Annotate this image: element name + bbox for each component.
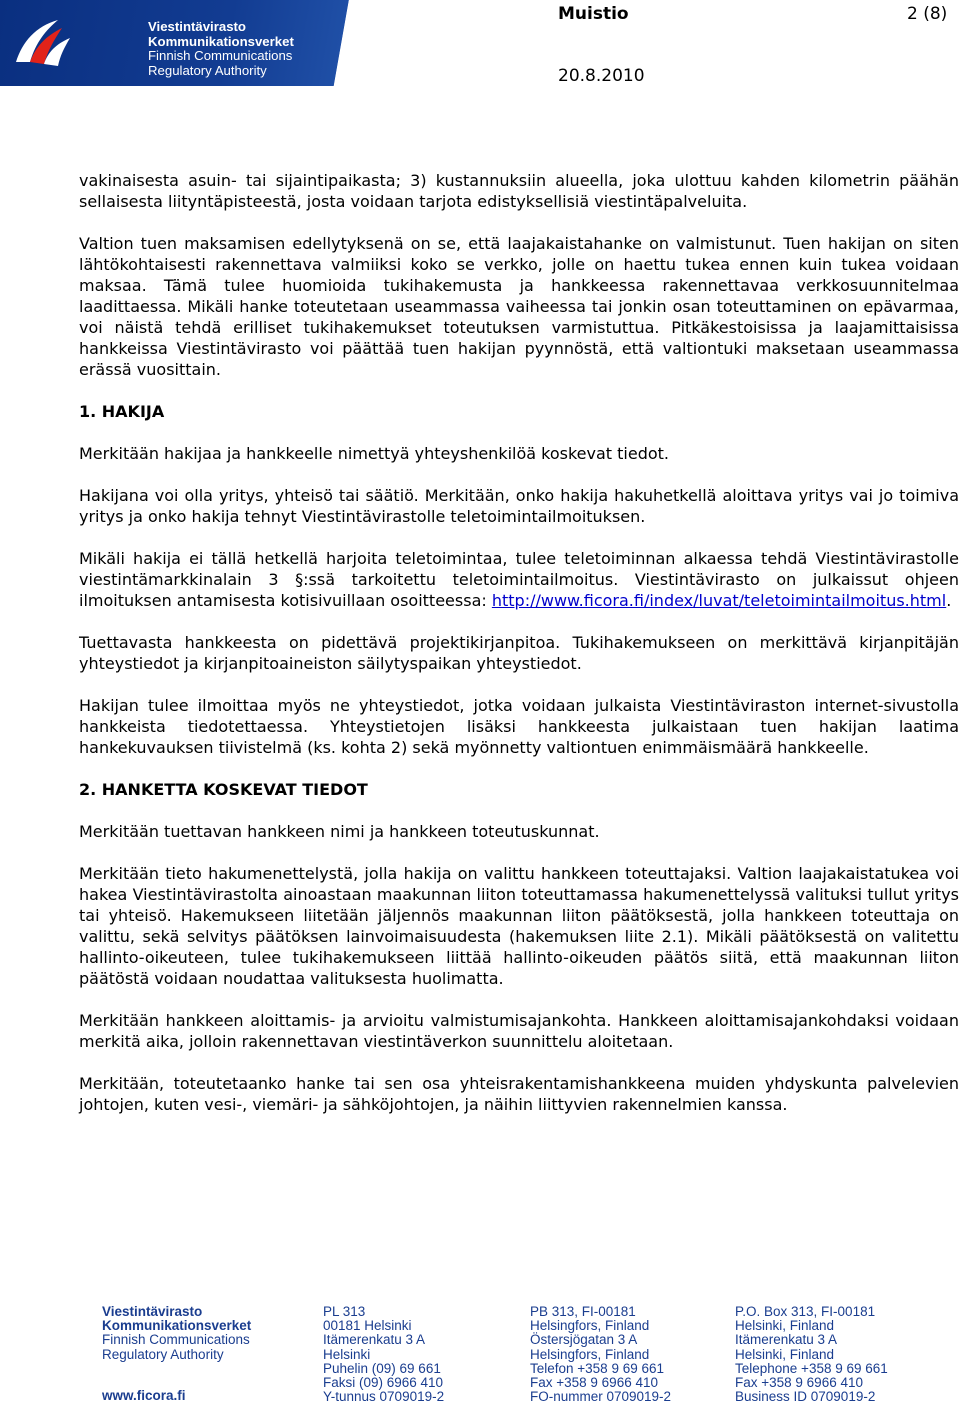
document-date: 20.8.2010 <box>558 66 645 86</box>
footer-line: Helsingfors, Finland <box>530 1346 650 1362</box>
footer-address-fi <box>323 1305 444 1404</box>
footer-line: Y-tunnus 0709019-2 <box>323 1389 445 1405</box>
footer-line: Helsinki, Finland <box>735 1346 835 1362</box>
section-heading: 1. HAKIJA <box>79 402 165 421</box>
paragraph: Hakijan tulee ilmoittaa myös ne yhteystiedot, jotka voidaan julkaista Viestintäviraston internet-sivustolla hankkeista tiedotettaessa. Yhteystietojen lisäksi hankkeesta julkaistaan tuen hakijan laatima hankekuvauksen tiivistelmä (ks. kohta 2) sekä myönnetty valtiontuen enimmäismäärä hankkeelle. <box>79 696 959 757</box>
logo-line: Regulatory Authority <box>148 62 267 78</box>
footer-line: Itämerenkatu 3 A <box>323 1332 426 1348</box>
document-type: Muistio <box>558 4 629 24</box>
footer-line: Helsingfors, Finland <box>530 1318 650 1334</box>
footer-line: Viestintävirasto <box>102 1304 203 1319</box>
footer-line: Fax +358 9 6966 410 <box>530 1375 658 1391</box>
paragraph: Merkitään tieto hakumenettelystä, jolla hakija on valittu hankkeen toteuttajaksi. Valtion laajakaistatukea voi hakea Viestintävirastolta ainoastaan maakunnan liiton toteuttamassa hakumenettelyssä valituksi tullut yritys tai yhteisö. Hakemukseen liitetään jäljennös maakunnan liiton päätöksestä, jolla hankkeen toteuttaja on valittu, sekä selvitys päätöksen lainvoimaisuudesta (hakemuksen liite 2.1). Mikäli päätöksestä on valitettu hallinto-oikeuteen, tulee tukihakemukseen liittää hallinto-oikeuden päätös siitä, että maakunnan liiton päätöstä voidaan noudattaa valituksesta huolimatta. <box>79 864 959 988</box>
logo-line: Viestintävirasto <box>148 19 246 34</box>
footer-line: Faksi (09) 6966 410 <box>323 1375 444 1391</box>
footer-line: Fax +358 9 6966 410 <box>735 1375 863 1391</box>
footer-line: 00181 Helsinki <box>323 1318 412 1334</box>
footer-line: Regulatory Authority <box>102 1346 224 1362</box>
footer-website[interactable]: www.ficora.fi <box>102 1388 186 1403</box>
footer-address-en <box>735 1305 888 1404</box>
logo-wordmark <box>148 20 294 78</box>
paragraph: Merkitään hakijaa ja hankkeelle nimettyä yhteyshenkilöä koskevat tiedot. <box>79 444 670 463</box>
footer-line: Puhelin (09) 69 661 <box>323 1360 441 1376</box>
paragraph: Merkitään, toteutetaanko hanke tai sen osa yhteisrakentamishankkeena muiden yhdyskunta palvelevien johtojen, kuten vesi-, viemäri- ja sähköjohtojen, ja näihin liittyvien rakennelmien kanssa. <box>79 1074 959 1114</box>
agency-logo <box>0 0 410 86</box>
footer-line: Helsinki <box>323 1346 371 1362</box>
page-footer <box>0 1305 960 1410</box>
footer-line: Business ID 0709019-2 <box>735 1389 876 1405</box>
agency-emblem-icon <box>12 12 74 74</box>
paragraph <box>79 548 959 611</box>
paragraph-end: . <box>946 591 952 610</box>
document-body <box>79 170 959 1136</box>
footer-line: Kommunikationsverket <box>102 1318 252 1334</box>
footer-address-sv <box>530 1305 671 1404</box>
footer-line: PL 313 <box>323 1304 366 1319</box>
paragraph: Hakijana voi olla yritys, yhteisö tai säätiö. Merkitään, onko hakija hakuhetkellä aloittava yritys vai jo toimiva yritys ja onko hakija tehnyt Viestintävirastolle teletoimintailmoituksen. <box>79 486 959 526</box>
footer-line: Telephone +358 9 69 661 <box>735 1360 888 1376</box>
paragraph: Valtion tuen maksamisen edellytyksenä on se, että laajakaistahanke on valmistunut. Tuen hakijan on siten lähtökohtaisesti rakennettava valmiiksi koko se verkko, jolle on haettu tukea ennen kuin tukea voidaan maksaa. Tämä tulee huomioida tukihakemusta ja hankkeessa rakennettavaa verkkosuunnitelmaa laadittaessa. Mikäli hanke toteutetaan useammassa vaiheessa tai jonkin osan toteuttaminen on epävarmaa, voi näistä tehdä erilliset tukihakemukset toteutuksen varmistuttua. Pitkäkestoisissa ja laajamittaisissa hankkeissa Viestintävirasto voi päättää tuen hakijan pyynnöstä, että valtiontuki maksetaan useammassa erässä vuosittain. <box>79 234 959 379</box>
paragraph: Tuettavasta hankkeesta on pidettävä projektikirjanpitoa. Tukihakemukseen on merkittävä kirjanpitäjän yhteystiedot ja kirjanpitoaineiston säilytyspaikan yhteystiedot. <box>79 633 959 673</box>
paragraph: Merkitään hankkeen aloittamis- ja arvioitu valmistumisajankohta. Hankkeen aloittamisajankohdaksi voidaan merkitä aika, jolloin rakennettavan viestintäverkon suunnittelu aloitetaan. <box>79 1011 959 1051</box>
footer-line: Helsinki, Finland <box>735 1318 835 1334</box>
section-heading: 2. HANKETTA KOSKEVAT TIEDOT <box>79 780 368 799</box>
footer-line: Itämerenkatu 3 A <box>735 1332 838 1348</box>
footer-line: PB 313, FI-00181 <box>530 1304 636 1319</box>
notification-link[interactable]: http://www.ficora.fi/index/luvat/teletoimintailmoitus.html <box>491 591 947 610</box>
paragraph: Merkitään tuettavan hankkeen nimi ja hankkeen toteutuskunnat. <box>79 822 600 841</box>
footer-line: FO-nummer 0709019-2 <box>530 1389 672 1405</box>
logo-line: Kommunikationsverket <box>148 33 294 49</box>
logo-line: Finnish Communications <box>148 48 293 63</box>
footer-line: Telefon +358 9 69 661 <box>530 1360 664 1376</box>
footer-line: Finnish Communications <box>102 1332 250 1348</box>
footer-agency-names <box>102 1305 251 1362</box>
paragraph: vakinaisesta asuin- tai sijaintipaikasta; 3) kustannuksiin alueella, joka ulottuu kahden kilometrin päähän sellaisesta liityntäpisteestä, josta voidaan tarjota edistyksellisiä viestintäpalveluita. <box>79 171 959 211</box>
paragraph-text: Mikäli hakija ei tällä hetkellä harjoita teletoimintaa, tulee teletoiminnan alkaessa tehdä Viestintävirastolle viestintämarkkinalain 3 §:ssä tarkoitettu teletoimintailmoitus. Viestintävirasto on julkaissut ohjeen ilmoituksen antamisesta kotisivuillaan osoitteessa: <box>79 549 959 610</box>
page-number: 2 (8) <box>907 4 948 24</box>
footer-line: Östersjögatan 3 A <box>530 1332 638 1348</box>
footer-line: P.O. Box 313, FI-00181 <box>735 1304 876 1319</box>
